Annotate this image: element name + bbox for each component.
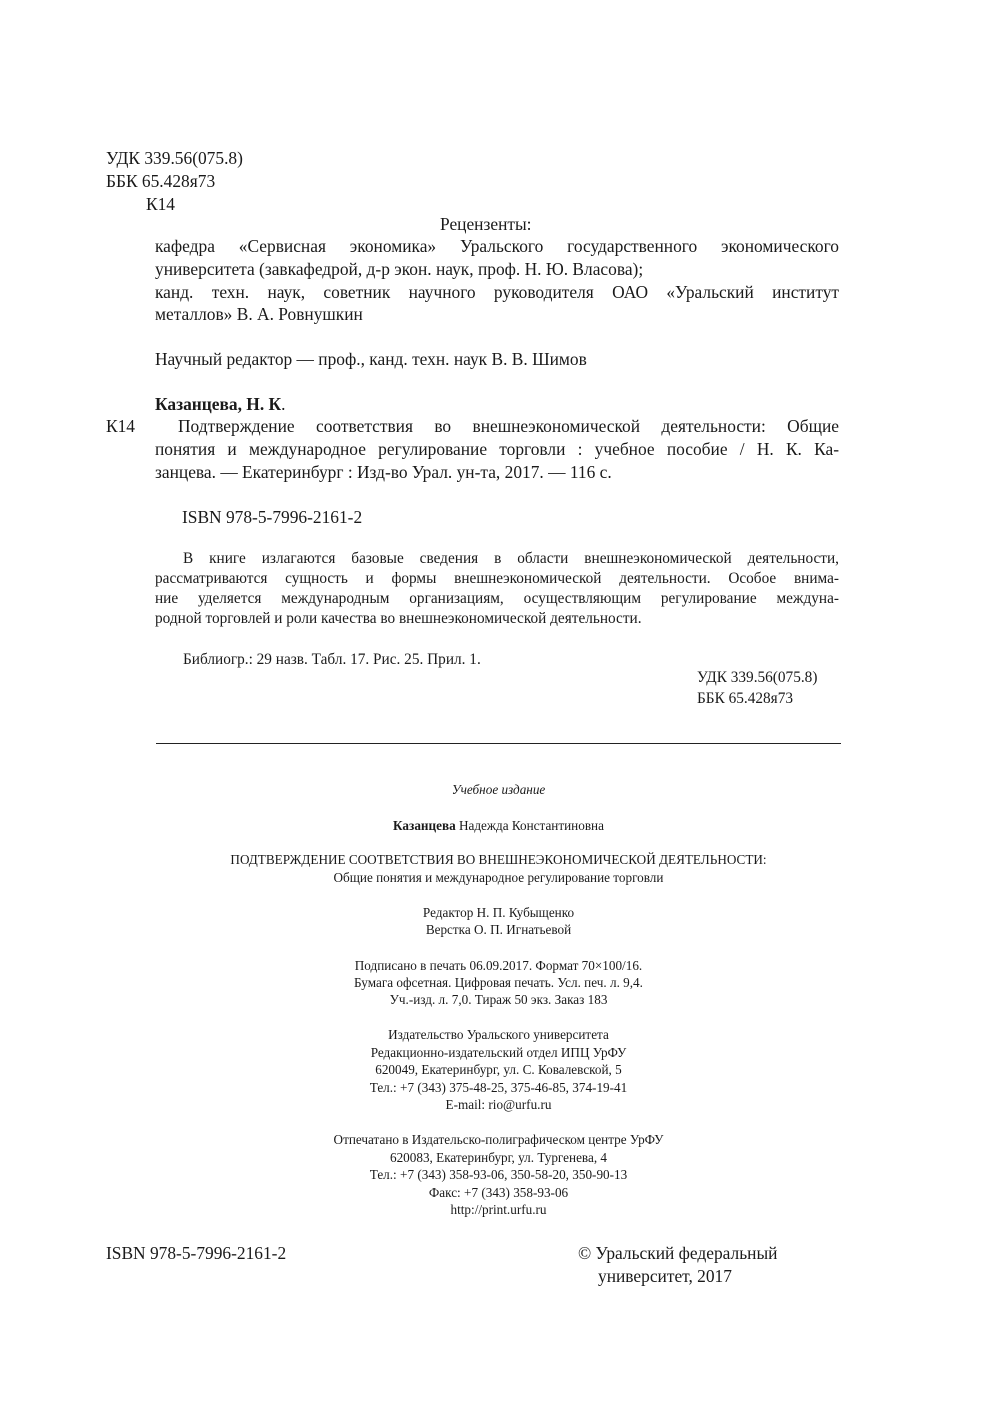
- imprint-title: ПОДТВЕРЖДЕНИЕ СООТВЕТСТВИЯ ВО ВНЕШНЕЭКОНОМИЧЕСКОЙ ДЕЯТЕЛЬНОСТИ:: [230, 852, 767, 867]
- imprint-layout: Верстка О. П. Игнатьевой: [425, 922, 572, 937]
- printer-line: Тел.: +7 (343) 358-93-06, 350-58-20, 350-90-13: [369, 1167, 628, 1182]
- publisher-line: Издательство Уральского университета: [388, 1027, 609, 1042]
- author-heading-name: Казанцева, Н. К: [155, 394, 282, 414]
- annotation-bbk: ББК 65.428я73: [697, 690, 793, 707]
- footer-isbn: ISBN 978-5-7996-2161-2: [106, 1243, 287, 1263]
- publisher-line: Тел.: +7 (343) 375-48-25, 375-46-85, 374-19-41: [369, 1080, 628, 1095]
- edition-type: Учебное издание: [451, 782, 546, 797]
- reviewers-line: университета (завкафедрой, д-р экон. наук, проф. Н. Ю. Власова);: [155, 259, 644, 279]
- annotation-udk: УДК 339.56(075.8): [697, 669, 818, 686]
- divider-rule: [156, 743, 841, 744]
- reviewers-line: металлов» В. А. Ровнушкин: [155, 304, 363, 324]
- printer-url: http://print.urfu.ru: [450, 1202, 547, 1217]
- record-line: понятия и международное регулирование торговли : учебное пособие / Н. К. Ка-: [155, 439, 839, 459]
- imprint-editor: Редактор Н. П. Кубыщенко: [422, 905, 575, 920]
- scientific-editor: Научный редактор — проф., канд. техн. наук В. В. Шимов: [155, 349, 587, 369]
- annotation-line: рассматриваются сущность и формы внешнеэкономической деятельности. Особое внима-: [155, 570, 839, 587]
- author-heading-tail: .: [281, 394, 286, 414]
- publisher-line: Редакционно-издательский отдел ИПЦ УрФУ: [370, 1045, 627, 1060]
- copyright-line: университет, 2017: [598, 1266, 732, 1286]
- print-info-line: Уч.-изд. л. 7,0. Тираж 50 экз. Заказ 183: [389, 992, 608, 1007]
- print-info-line: Подписано в печать 06.09.2017. Формат 70×100/16.: [354, 958, 643, 973]
- annotation-line: В книге излагаются базовые сведения в области внешнеэкономической деятельности,: [183, 550, 839, 567]
- author-heading: [155, 393, 286, 416]
- reviewers-line: канд. техн. наук, советник научного руководителя ОАО «Уральский институт: [155, 282, 839, 302]
- udk-code: УДК 339.56(075.8): [106, 148, 243, 168]
- annotation-line: родной торговлей и роли качества во внешнеэкономической деятельности.: [155, 610, 642, 627]
- annotation-line: ние уделяется международным организациям, осуществляющим регулирование междуна-: [155, 590, 839, 607]
- publisher-email: E-mail: rio@urfu.ru: [445, 1097, 552, 1112]
- bibliography-note: Библиогр.: 29 назв. Табл. 17. Рис. 25. Прил. 1.: [183, 651, 481, 668]
- printer-line: Отпечатано в Издательско-полиграфическом центре УрФУ: [333, 1132, 664, 1147]
- record-line: занцева. — Екатеринбург : Изд-во Урал. ун-та, 2017. — 116 с.: [155, 462, 612, 482]
- imprint-subtitle: Общие понятия и международное регулирование торговли: [333, 870, 664, 885]
- record-isbn: ISBN 978-5-7996-2161-2: [182, 507, 363, 527]
- publisher-line: 620049, Екатеринбург, ул. С. Ковалевской, 5: [375, 1062, 622, 1077]
- imprint-author: [156, 817, 841, 835]
- bbk-code: ББК 65.428я73: [106, 171, 216, 191]
- print-info-line: Бумага офсетная. Цифровая печать. Усл. печ. л. 9,4.: [354, 975, 643, 990]
- reviewers-heading: Рецензенты:: [440, 214, 532, 234]
- printer-line: Факс: +7 (343) 358-93-06: [428, 1185, 569, 1200]
- imprint-author-surname: Казанцева: [393, 818, 456, 833]
- record-line: Подтверждение соответствия во внешнеэкономической деятельности: Общие: [178, 416, 839, 436]
- printer-line: 620083, Екатеринбург, ул. Тургенева, 4: [389, 1150, 608, 1165]
- copyright-line: © Уральский федеральный: [578, 1243, 778, 1263]
- imprint-author-name: Надежда Константиновна: [455, 818, 604, 833]
- author-mark: К14: [146, 194, 175, 214]
- record-author-mark: К14: [106, 416, 135, 436]
- reviewers-line: кафедра «Сервисная экономика» Уральского государственного экономического: [155, 236, 839, 256]
